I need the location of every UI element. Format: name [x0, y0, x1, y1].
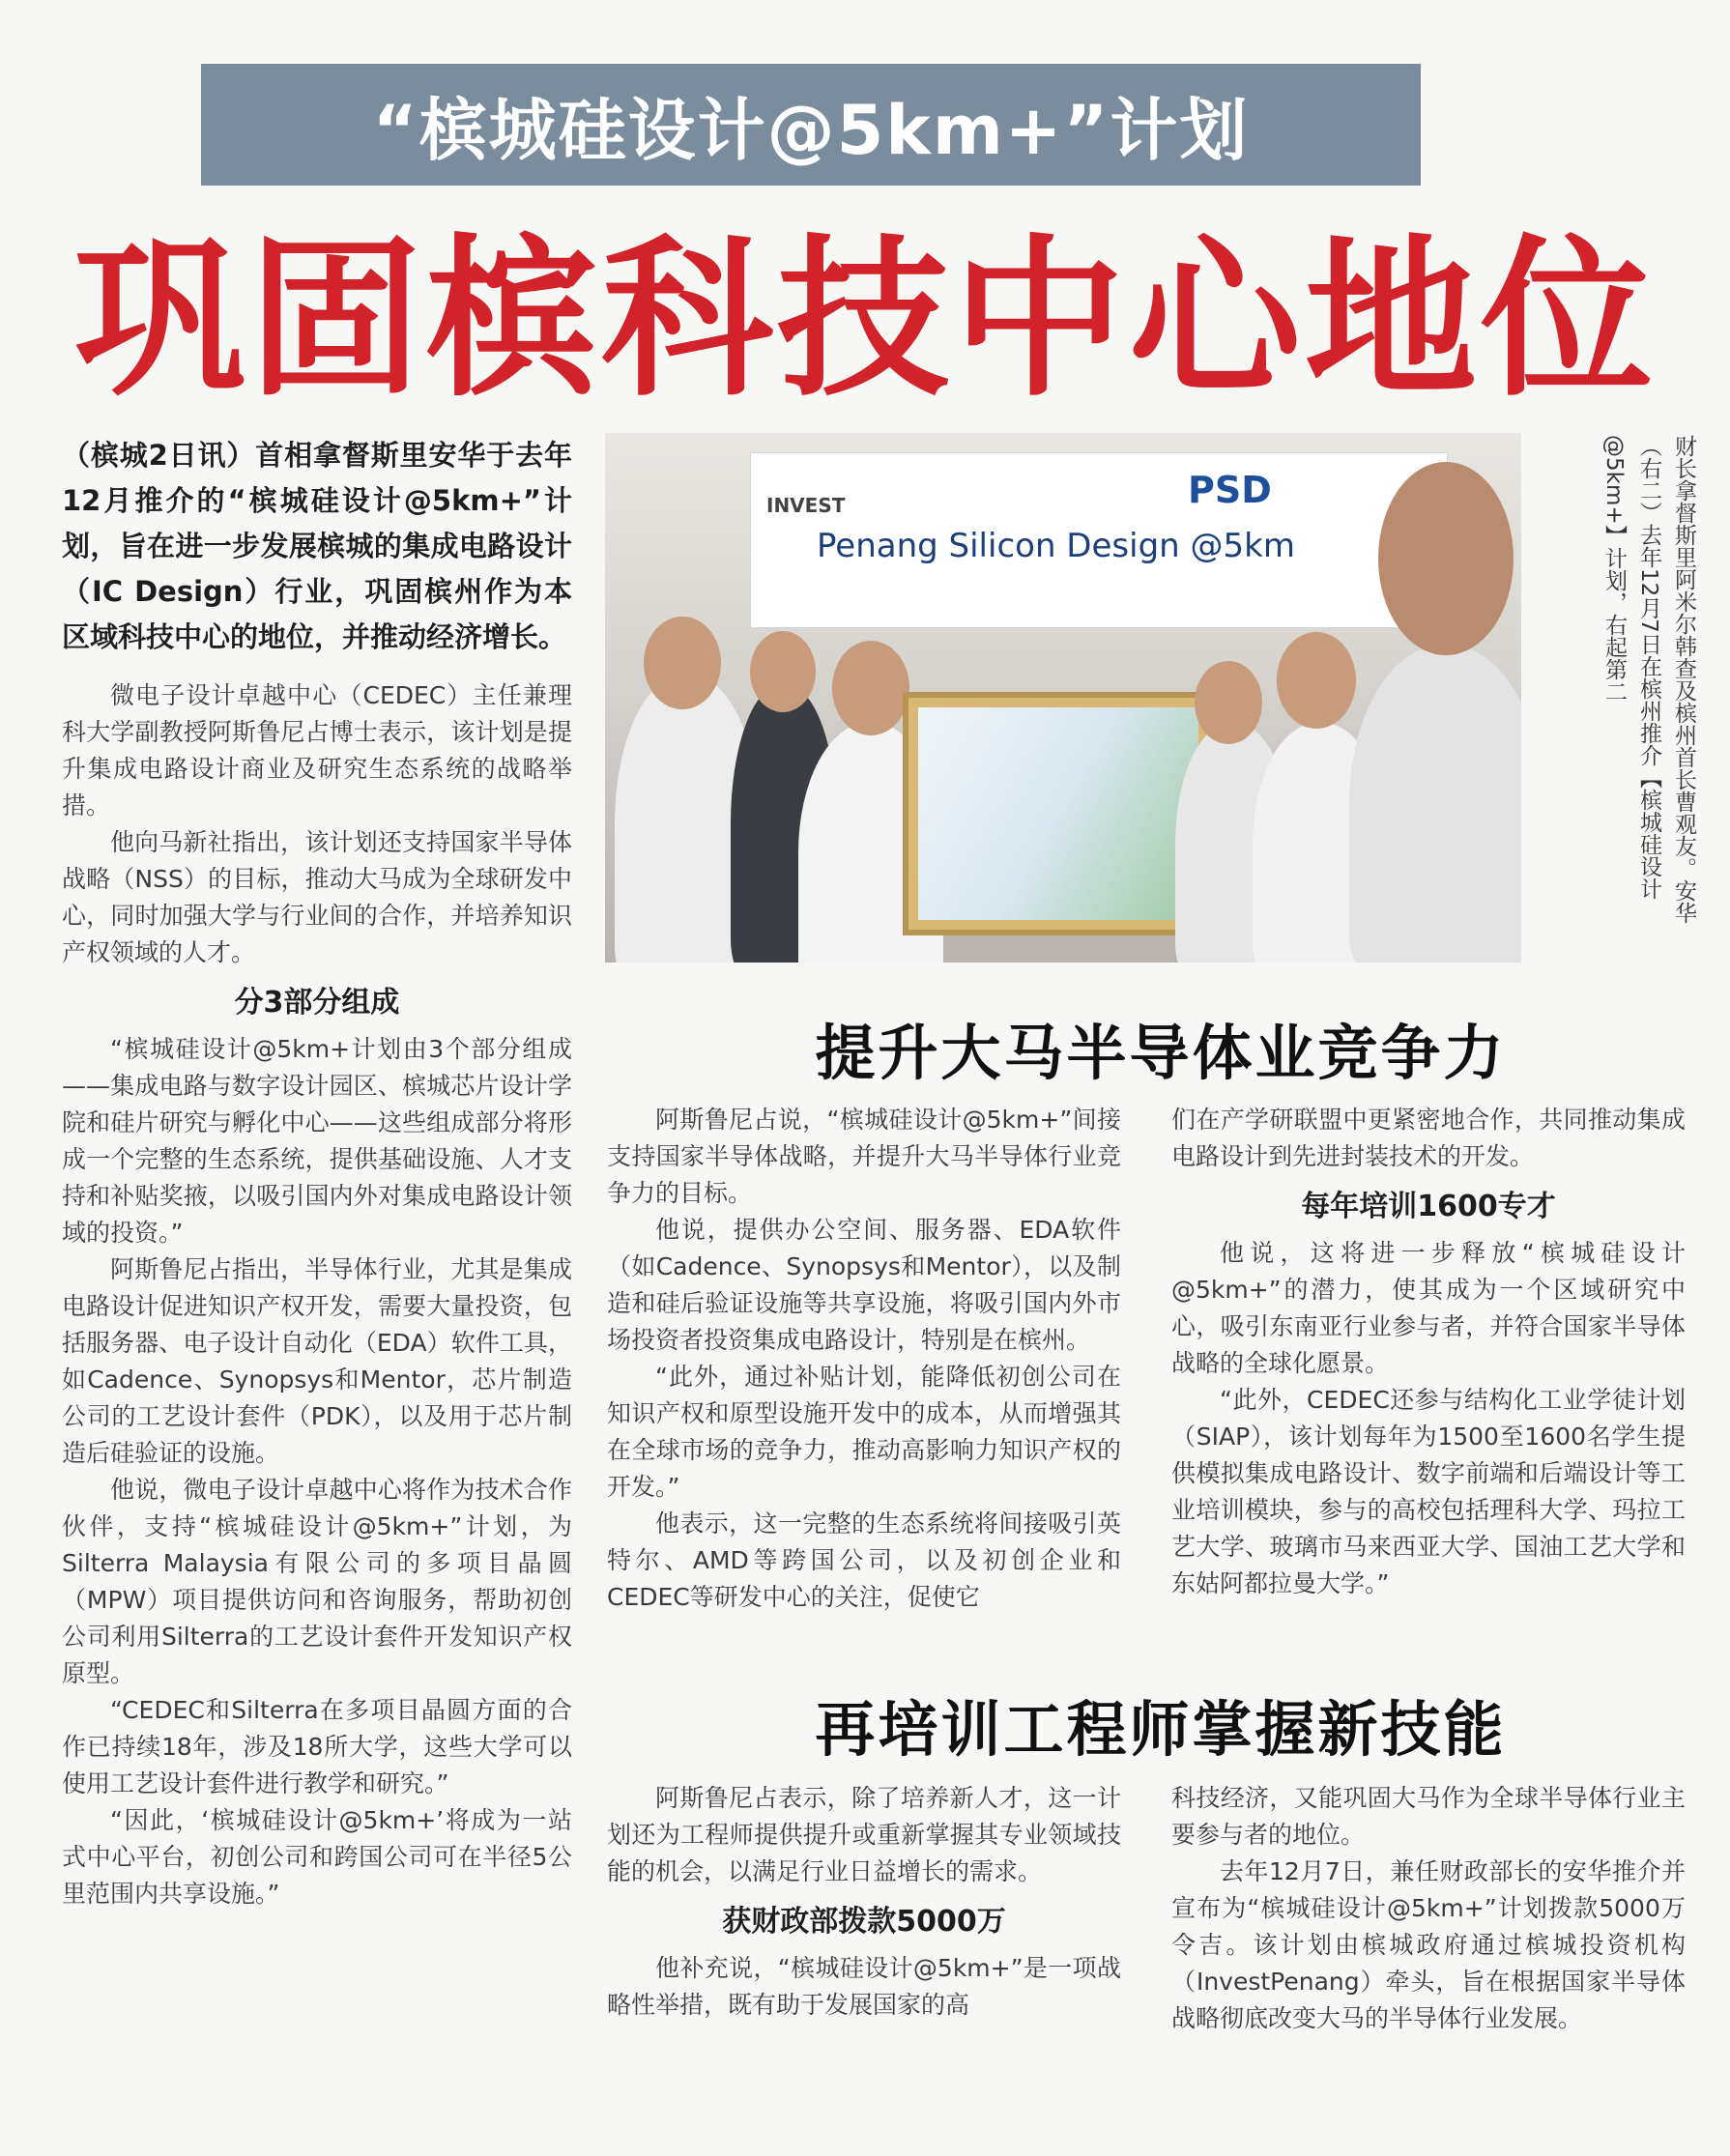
section2-col1 [607, 1102, 1121, 1616]
paragraph: 科技经济，又能巩固大马作为全球半导体行业主要参与者的地位。 [1171, 1784, 1686, 1849]
paragraph: 他说，提供办公空间、服务器、EDA软件（如Cadence、Synopsys和Mentor），以及制造和硅后验证设施等共享设施，将吸引国内外市场投资者投资集成电路设计，特别是在槟州。 [607, 1216, 1121, 1354]
paragraph: 微电子设计卓越中心（CEDEC）主任兼理科大学副教授阿斯鲁尼占博士表示，该计划是提升集成电路设计商业及研究生态系统的战略举措。 [62, 681, 572, 819]
paragraph: “CEDEC和Silterra在多项目晶圆方面的合作已持续18年，涉及18所大学，这些大学可以使用工艺设计套件进行教学和研究。” [62, 1696, 572, 1797]
paragraph: 阿斯鲁尼占表示，除了培养新人才，这一计划还为工程师提供提升或重新掌握其专业领域技能的机会，以满足行业日益增长的需求。 [607, 1784, 1121, 1885]
event-banner [750, 452, 1448, 628]
person-head [832, 641, 909, 735]
person-figure [1349, 646, 1521, 963]
paragraph: “因此，‘槟城硅设计@5km+’将成为一站式中心平台，初创公司和跨国公司可在半径5公里范围内共享设施。” [62, 1806, 572, 1908]
paragraph: “此外，CEDEC还参与结构化工业学徒计划（SIAP），该计划每年为1500至1600名学生提供模拟集成电路设计、数字前端和后端设计等工业培训模块，参与的高校包括理科大学、玛拉工艺大学、玻璃市马来西亚大学、国油工艺大学和东姑阿都拉曼大学。” [1171, 1386, 1686, 1597]
subheading: 分3部分组成 [234, 986, 400, 1020]
kicker-banner [201, 64, 1421, 186]
kicker-text: “槟城硅设计@5km+”计划 [372, 90, 1250, 170]
paragraph: 阿斯鲁尼占说，“槟城硅设计@5km+”间接支持国家半导体战略，并提升大马半导体行业竞争力的目标。 [607, 1106, 1121, 1207]
person-head [1378, 462, 1514, 655]
paragraph: 们在产学研联盟中更紧密地合作，共同推动集成电路设计到先进封装技术的开发。 [1171, 1106, 1686, 1170]
section2-col2 [1171, 1102, 1686, 1602]
subheading: 获财政部拨款5000万 [722, 1905, 1006, 1939]
news-photo [605, 433, 1521, 963]
person-head [1277, 632, 1356, 729]
paragraph: 他补充说，“槟城硅设计@5km+”是一项战略性举措，既有助于发展国家的高 [607, 1954, 1121, 2019]
paragraph: 阿斯鲁尼占指出，半导体行业，尤其是集成电路设计促进知识产权开发，需要大量投资，包括服务器、电子设计自动化（EDA）软件工具，如Cadence、Synopsys和Mentor，芯片制造公司的工艺设计套件（PDK），以及用于芯片制造后硅验证的设施。 [62, 1255, 572, 1467]
main-headline: 巩固槟科技中心地位 [73, 219, 1657, 419]
paragraph: 他说，这将进一步释放“槟城硅设计@5km+”的潜力，使其成为一个区域研究中心，吸引东南亚行业参与者，并符合国家半导体战略的全球化愿景。 [1171, 1239, 1686, 1377]
lede-paragraph: （槟城2日讯）首相拿督斯里安华于去年12月推介的“槟城硅设计@5km+”计划，旨在进一步发展槟城的集成电路设计（IC Design）行业，巩固槟州作为本区域科技中心的地位，并推动经济增长。 [62, 439, 572, 653]
paragraph: 他向马新社指出，该计划还支持国家半导体战略（NSS）的目标，推动大马成为全球研发中心，同时加强大学与行业间的合作，并培养知识产权领域的人才。 [62, 828, 572, 966]
person-head [1195, 661, 1262, 744]
photo-caption: 财长拿督斯里阿米尔韩查及槟州首长曹观友。安华（右二）去年12月7日在槟州推介【槟城硅设计@5km+】计划，右起第二 [1601, 435, 1696, 924]
section3-col1 [607, 1780, 1121, 2024]
section-heading: 提升大马半导体业竞争力 [815, 1018, 1507, 1088]
section3-col2 [1171, 1780, 1686, 2037]
banner-invest-text: INVEST [766, 494, 846, 517]
left-column [62, 433, 572, 1912]
framed-poster [903, 692, 1214, 935]
banner-psd-logo: PSD [1188, 469, 1272, 511]
paragraph: “此外，通过补贴计划，能降低初创公司在知识产权和原型设施开发中的成本，从而增强其在全球市场的竞争力，推动高影响力知识产权的开发。” [607, 1363, 1121, 1501]
person-head [644, 617, 721, 709]
paragraph: 他说，微电子设计卓越中心将作为技术合作伙伴，支持“槟城硅设计@5km+”计划，为Silterra Malaysia有限公司的多项目晶圆（MPW）项目提供访问和咨询服务，帮助初创公司利用Silterra的工艺设计套件开发知识产权原型。 [62, 1476, 572, 1687]
paragraph: “槟城硅设计@5km+计划由3个部分组成——集成电路与数字设计园区、槟城芯片设计学院和硅片研究与孵化中心——这些组成部分将形成一个完整的生态系统，提供基础设施、人才支持和补贴奖掖，以吸引国内外对集成电路设计领域的投资。” [62, 1035, 572, 1247]
paragraph: 去年12月7日，兼任财政部长的安华推介并宣布为“槟城硅设计@5km+”计划拨款5000万令吉。该计划由槟城政府通过槟城投资机构（InvestPenang）牵头，旨在根据国家半导体战略彻底改变大马的半导体行业发展。 [1171, 1857, 1686, 2032]
paragraph: 他表示，这一完整的生态系统将间接吸引英特尔、AMD等跨国公司，以及初创企业和CEDEC等研发中心的关注，促使它 [607, 1509, 1121, 1611]
subheading: 每年培训1600专才 [1301, 1190, 1556, 1223]
person-head [750, 631, 816, 712]
banner-title: Penang Silicon Design @5km [817, 527, 1295, 565]
section-heading: 再培训工程师掌握新技能 [815, 1694, 1507, 1765]
